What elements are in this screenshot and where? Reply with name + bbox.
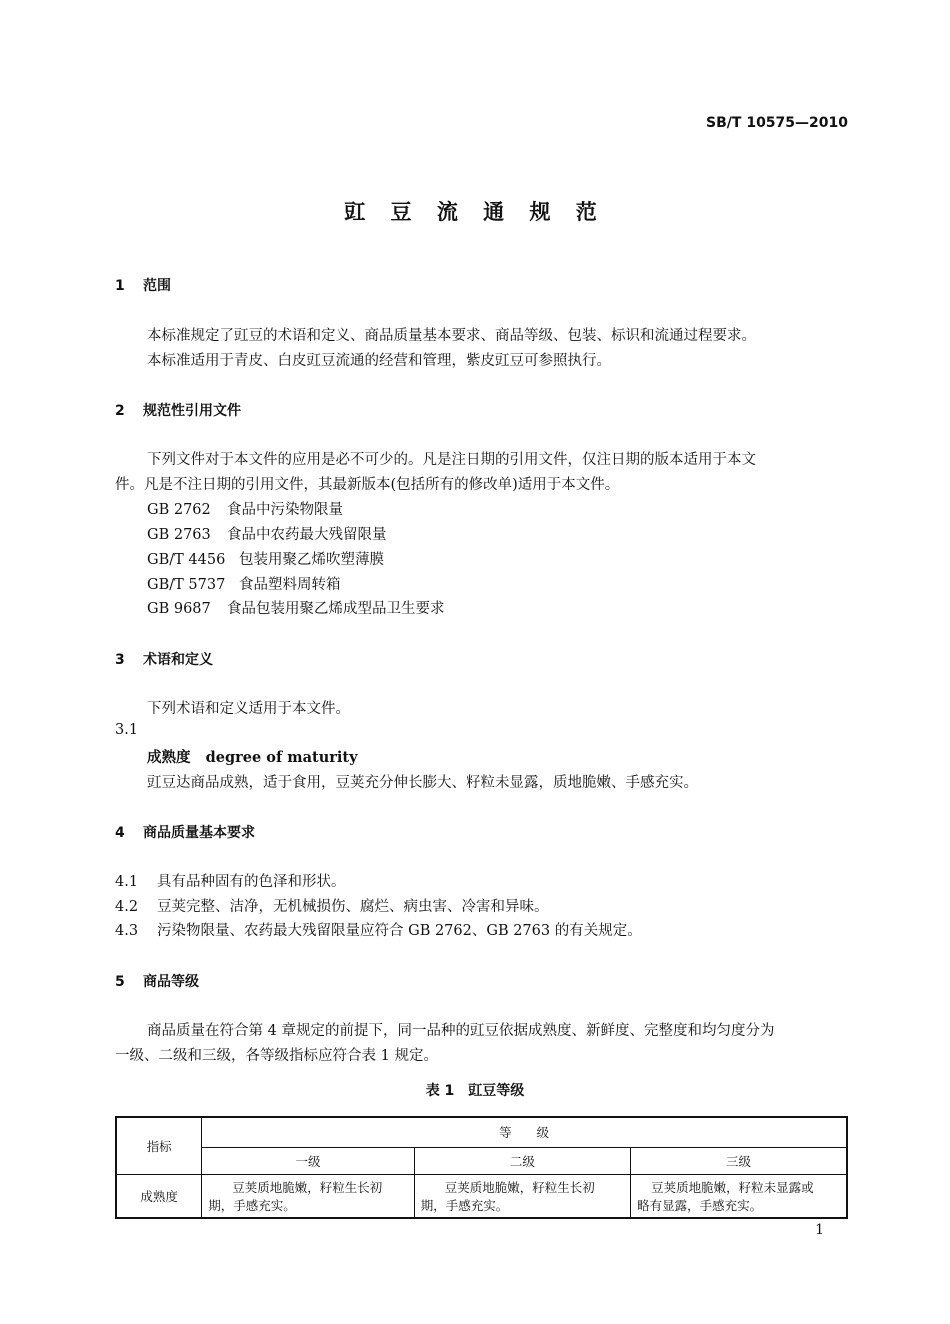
subclause-number: 3.1: [115, 722, 139, 738]
section-5-heading: [115, 971, 199, 991]
section-4-heading: [115, 822, 255, 842]
table-header-row: [116, 1117, 847, 1147]
term-chinese: 成熟度: [147, 749, 191, 766]
page-number: 1: [815, 1222, 824, 1238]
reference-item: [147, 548, 384, 569]
cell-line: 豆荚质地脆嫩，籽粒生长初: [232, 1179, 383, 1195]
table-grade-row: [116, 1147, 847, 1174]
reference-code: GB 9687: [147, 601, 211, 617]
reference-item: [147, 597, 445, 618]
clause-item: [115, 919, 642, 940]
reference-item: [147, 523, 387, 544]
paragraph: 下列术语和定义适用于本文件。: [147, 701, 350, 717]
paragraph: 本标准适用于青皮、白皮豇豆流通的经营和管理，紫皮豇豆可参照执行。: [147, 353, 611, 369]
section-title: 商品质量基本要求: [143, 825, 255, 841]
clause-text: 污染物限量、农药最大残留限量应符合 GB 2762、GB 2763 的有关规定。: [157, 923, 642, 939]
section-title: 范围: [143, 278, 171, 294]
reference-item: [147, 498, 343, 519]
section-1-heading: [115, 275, 171, 295]
clause-number: 4.3: [115, 923, 139, 939]
term-definition: 豇豆达商品成熟，适于食用，豆荚充分伸长膨大、籽粒未显露，质地脆嫩、手感充实。: [147, 775, 698, 791]
paragraph: 件。凡是不注日期的引用文件，其最新版本(包括所有的修改单)适用于本文件。: [115, 477, 620, 493]
table-cell: [202, 1174, 414, 1218]
cell-line: 豆荚质地脆嫩，籽粒生长初: [444, 1179, 595, 1195]
section-number: 1: [115, 278, 125, 294]
clause-text: 豆荚完整、洁净，无机械损伤、腐烂、病虫害、冷害和异味。: [157, 899, 549, 915]
paragraph: 下列文件对于本文件的应用是必不可少的。凡是注日期的引用文件，仅注日期的版本适用于本文: [147, 452, 756, 468]
paragraph: 商品质量在符合第 4 章规定的前提下，同一品种的豇豆依据成熟度、新鲜度、完整度和均匀度分为: [147, 1023, 775, 1039]
header-grade: 等 级: [202, 1117, 847, 1147]
header-indicator: 指标: [116, 1117, 202, 1174]
reference-name: 食品中农药最大残留限量: [227, 527, 387, 543]
reference-name: 食品塑料周转箱: [239, 577, 341, 593]
table-caption: 表 1 豇豆等级: [425, 1083, 525, 1099]
reference-name: 食品中污染物限量: [227, 502, 343, 518]
reference-code: GB/T 4456: [147, 552, 226, 568]
grade-1: 一级: [202, 1147, 414, 1174]
grade-2: 二级: [414, 1147, 630, 1174]
section-number: 3: [115, 652, 125, 668]
clause-item: [115, 870, 346, 891]
term-entry: [147, 746, 358, 767]
document-title: 豇 豆 流 通 规 范: [344, 200, 606, 224]
term-english: degree of maturity: [205, 749, 358, 766]
section-title: 商品等级: [143, 974, 199, 990]
cell-line: 期，手感充实。: [420, 1197, 509, 1213]
section-3-heading: [115, 649, 213, 669]
reference-name: 食品包装用聚乙烯成型品卫生要求: [227, 601, 445, 617]
clause-number: 4.1: [115, 874, 139, 890]
section-number: 5: [115, 974, 125, 990]
reference-code: GB 2762: [147, 502, 211, 518]
table-row: [116, 1174, 847, 1218]
section-number: 2: [115, 403, 125, 419]
clause-text: 具有品种固有的色泽和形状。: [157, 874, 346, 890]
section-title: 术语和定义: [143, 652, 213, 668]
reference-code: GB/T 5737: [147, 577, 226, 593]
reference-code: GB 2763: [147, 527, 211, 543]
grade-table: [115, 1116, 848, 1219]
cell-line: 期，手感充实。: [208, 1197, 296, 1213]
table-cell: [631, 1174, 847, 1218]
clause-item: [115, 895, 549, 916]
reference-item: [147, 573, 341, 594]
grade-3: 三级: [631, 1147, 847, 1174]
section-number: 4: [115, 825, 125, 841]
row-indicator: 成熟度: [116, 1174, 202, 1218]
cell-line: 略有显露，手感充实。: [637, 1197, 763, 1213]
clause-number: 4.2: [115, 899, 139, 915]
section-2-heading: [115, 400, 241, 420]
paragraph: 一级、二级和三级，各等级指标应符合表 1 规定。: [115, 1048, 438, 1064]
paragraph: 本标准规定了豇豆的术语和定义、商品质量基本要求、商品等级、包装、标识和流通过程要求。: [147, 328, 756, 344]
standard-number: SB/T 10575—2010: [706, 115, 848, 131]
cell-line: 豆荚质地脆嫩，籽粒未显露或: [651, 1179, 814, 1195]
section-title: 规范性引用文件: [143, 403, 241, 419]
reference-name: 包装用聚乙烯吹塑薄膜: [239, 552, 384, 568]
table-cell: [414, 1174, 630, 1218]
